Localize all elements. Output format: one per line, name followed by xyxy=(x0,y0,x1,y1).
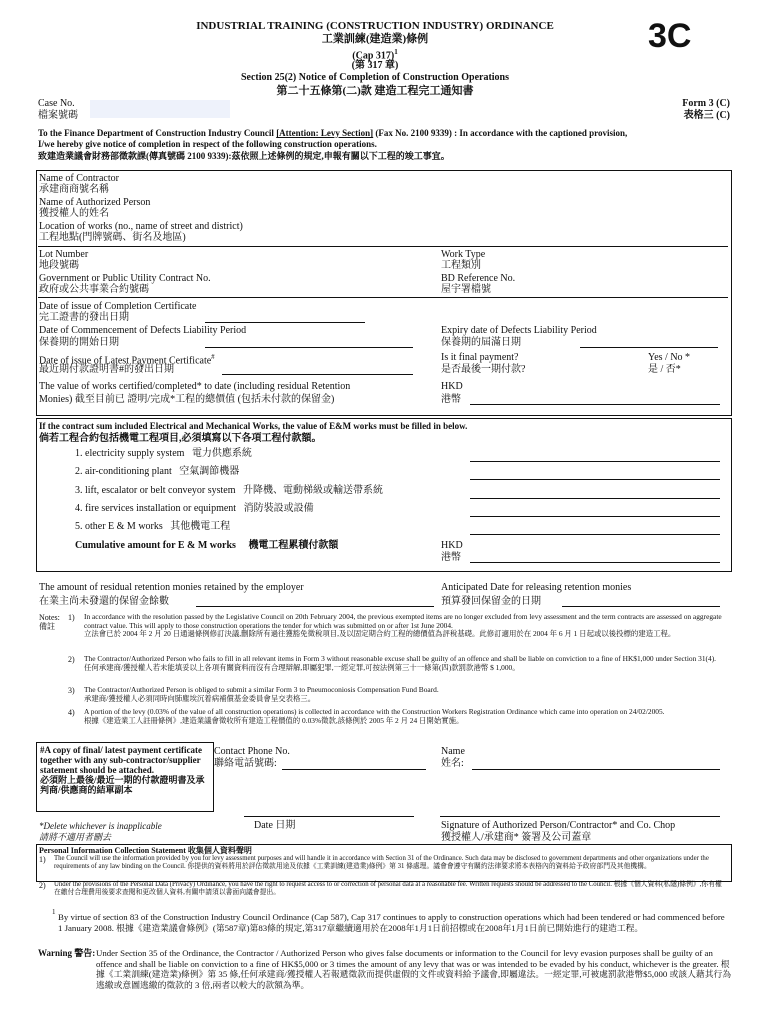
form-no: Form 3 (C) xyxy=(682,98,730,109)
gov-contract-label: Government or Public Utility Contract No. xyxy=(39,273,211,284)
work-type-label-zh: 工程類別 xyxy=(441,260,481,271)
em-item-4-input[interactable] xyxy=(470,516,720,517)
lot-label-zh: 地段號碼 xyxy=(39,260,79,271)
yes-no-option[interactable]: Yes / No * xyxy=(648,352,691,363)
case-no-label-zh: 檔案號碼 xyxy=(38,110,78,121)
signature-input[interactable] xyxy=(440,816,720,817)
completion-date-label-zh: 完工證書的發出日期 xyxy=(39,312,129,323)
pics-2: Under the provisions of the Personal Data (Privacy) Ordinance, you have the right to request access to or correction of personal data at a reasonable fee. Written requests should be addressed to the Council. 根據《個人資料(私隱)條例》,你有權在繳付合理費用後要求查閱和更改個人資料,有關申請須以書面向議會提出。 xyxy=(54,881,722,896)
works-value-label: The value of works certified/completed* to date (including residual Retention xyxy=(39,381,351,392)
dlp-end-input[interactable] xyxy=(580,347,718,348)
final-payment-label: Is it final payment? xyxy=(441,352,519,363)
note-4: A portion of the levy (0.03% of the value of all construction operations) is collected in accordance with the Construction Workers Registration Ordinance which came into operation on 24/02/2005. 根據《建造業工人註冊條例》,建造業議會徵收所有建造工程價值的 0.03%徵款,該條例於 2005 年 2 月 24 日開始實施。 xyxy=(84,707,665,725)
hkd-label: HKD xyxy=(441,381,463,392)
footnote-text: By virtue of section 83 of the Construction Industry Council Ordinance (Cap 587), Cap 317 continues to apply to construction operations which had been tendered or had commenced before 1 January 2008. 根據《建造業議會條例》(第587章)第83條的規定,第317章繼續適用於在2008年1月1日前招標或在2008年1月1日前已開始進行的建造工程。 xyxy=(58,912,725,933)
release-date-label: Anticipated Date for releasing retention monies xyxy=(441,582,632,593)
note-4-num: 4) xyxy=(68,708,75,717)
release-date-label-zh: 預算發回保留金的日期 xyxy=(441,596,541,607)
em-item-5-input[interactable] xyxy=(470,534,720,535)
name-input[interactable] xyxy=(472,769,720,770)
pics-1-num: 1) xyxy=(39,855,46,864)
signature-label: Signature of Authorized Person/Contractor* and Co. Chop xyxy=(441,820,676,831)
dlp-start-label-zh: 保養期的開始日期 xyxy=(39,337,119,348)
contractor-label-zh: 承建商商號名稱 xyxy=(39,184,109,195)
date-input[interactable] xyxy=(244,816,414,817)
footnote-sup: 1 xyxy=(52,908,56,916)
em-item-5: 5. other E & M works 其他機電工程 xyxy=(75,521,231,532)
retention-label: The amount of residual retention monies retained by the employer xyxy=(39,582,304,593)
name-label: Name xyxy=(441,746,465,757)
contractor-label: Name of Contractor xyxy=(39,173,119,184)
payment-cert-label-zh: 最近期付款證明書#的發出日期 xyxy=(39,364,174,375)
location-label: Location of works (no., name of street and district) xyxy=(39,221,243,232)
form-no-zh: 表格三 (C) xyxy=(683,110,730,121)
bd-ref-label: BD Reference No. xyxy=(441,273,516,284)
completion-date-input[interactable] xyxy=(205,322,365,323)
cap-zh: (第 317 章) xyxy=(351,60,399,71)
em-item-4: 4. fire services installation or equipment 消防裝設或設備 xyxy=(75,503,314,514)
final-payment-label-zh: 是否最後一期付款? xyxy=(441,364,526,375)
payment-cert-input[interactable] xyxy=(222,374,413,375)
contact-phone-label-zh: 聯絡電話號碼: xyxy=(214,758,277,769)
dlp-end-label: Expiry date of Defects Liability Period xyxy=(441,325,597,336)
contact-phone-label: Contact Phone No. xyxy=(214,746,290,757)
attachment-note: #A copy of final/ latest payment certificate together with any sub-contractor/supplier statement should be attached. 必須附上最後/最近一期的付款證明書及承判商/供應商的結單副本 xyxy=(40,745,205,795)
note-1-num: 1) xyxy=(68,613,75,622)
gov-contract-label-zh: 政府或公共事業合約號碼 xyxy=(39,284,149,295)
em-hkd-label: HKD xyxy=(441,540,463,551)
bd-ref-label-zh: 屋宇署檔號 xyxy=(441,284,491,295)
intro-line2: I/we hereby give notice of completion in respect of the following construction operations. xyxy=(38,139,377,149)
note-3: The Contractor/Authorized Person is obliged to submit a similar Form 3 to Pneumoconiosis Compensation Fund Board. 承建商/獲授權人必須同時向肺塵埃沉着病補償基金委員會呈交表格三。 xyxy=(84,685,439,703)
em-item-3-input[interactable] xyxy=(470,498,720,499)
em-hkd-label-zh: 港幣 xyxy=(441,552,461,563)
em-item-2: 2. air-conditioning plant 空氣調節機器 xyxy=(75,466,240,477)
note-2-num: 2) xyxy=(68,655,75,664)
pics-1: The Council will use the information provided by you for levy assessment purposes and will handle it in accordance with Section 31 of the Ordinance. Such data may be disclosed to government departments and other organizations under the requirements of any law binding on the Council. 你提供的資料將用於評估徵款用途及依據《工業訓練(建造業)條例》第 31 條處理。議會會遵守有關約法律要求將本表格內的資料給予政府部門及其他機構。 xyxy=(54,855,709,870)
completion-date-label: Date of issue of Completion Certificate xyxy=(39,301,197,312)
dlp-start-label: Date of Commencement of Defects Liability Period xyxy=(39,325,247,336)
name-label-zh: 姓名: xyxy=(441,758,464,769)
retention-input[interactable] xyxy=(196,606,434,607)
location-label-zh: 工程地點(門牌號碼、街名及地區) xyxy=(39,232,186,243)
warning-label: Warning 警告: xyxy=(38,948,96,958)
em-item-2-input[interactable] xyxy=(470,479,720,480)
note-2: The Contractor/Authorized Person who fails to fill in all relevant items in Form 3 without reasonable excuse shall be guilty of an offence and shall be liable on conviction to a fine of HK$1,000 under Section 31(4). 任何承建商/獲授權人若未能填妥以上各項有關資料而沒有合理辯解,即屬犯罪,一經定罪,可按法例第三十一條第(四)款罰款港幣 $ 1,000。 xyxy=(84,654,717,672)
authorized-label-zh: 獲授權人的姓名 xyxy=(39,208,109,219)
delete-note: *Delete whichever is inapplicable xyxy=(39,821,162,831)
em-item-1-input[interactable] xyxy=(470,461,720,462)
title-en: INDUSTRIAL TRAINING (CONSTRUCTION INDUSTRY) ORDINANCE xyxy=(196,20,554,32)
pics-heading: Personal Information Collection Statement 收集個人資料聲明 xyxy=(39,846,252,855)
note-3-num: 3) xyxy=(68,686,75,695)
payment-cert-label: Date of issue of Latest Payment Certificate# xyxy=(39,353,215,367)
intro-line1: To the Finance Department of Construction Industry Council [Attention: Levy Section] (Fax No. 2100 9339) : In accordance with the captioned provision, xyxy=(38,128,628,138)
yes-no-option-zh[interactable]: 是 / 否* xyxy=(648,364,681,375)
pics-2-num: 2) xyxy=(39,881,46,890)
title-zh: 工業訓練(建造業)條例 xyxy=(321,33,429,45)
case-no-label: Case No. xyxy=(38,98,75,109)
form-code: 3C xyxy=(648,17,692,55)
lot-label: Lot Number xyxy=(39,249,89,260)
warning-text: Under Section 35 of the Ordinance, the Contractor / Authorized Person who gives false documents or information to the Council for levy evasion purposes shall be guilty of an offence and shall be liable on conviction to a fine of HK$5,000 or 3 times the amount of any levy that was or was intended to be evaded by his conduct, whichever is the greater. 根據《工業訓練(建造業)條例》第 35 條,任何承建商/獲授權人若報遞徵款而提供虛假的文件或資料給予議會,即屬違法。一經定罪,可被處罰款港幣$5,000 或該人藉其行為逃繳或意圖逃繳的徵款的 3 倍,兩者以較大的款額為準。 xyxy=(96,948,732,990)
note-1: In accordance with the resolution passed by the Legislative Council on 20th February 2004, the previous exempted items are no longer excluded from levy assessment and the term contracts are assessed on aggregate contract value. This will apply to those construction operations the tender for which was submitted on or after 1st June 2004. 立法會已於 2004 年 2 月 20 日通過條例修訂決議,刪除所有過往獲豁免徵稅項目,及以固定期合約工程的總價值為評稅基礎。此修訂適用於在 2004 年 6 月 1 日起或以後投標的建造工程。 xyxy=(84,612,722,639)
em-item-3: 3. lift, escalator or belt conveyor system 升降機、電動梯級或輸送帶系統 xyxy=(75,485,384,496)
section-en: Section 25(2) Notice of Completion of Construction Operations xyxy=(240,72,510,83)
dlp-start-input[interactable] xyxy=(205,347,413,348)
notes-label: Notes: xyxy=(39,613,60,622)
release-date-input[interactable] xyxy=(562,606,720,607)
em-heading: If the contract sum included Electrical and Mechanical Works, the value of E&M works must be filled in below. xyxy=(39,421,468,431)
date-label: Date 日期 xyxy=(254,820,296,831)
retention-label-zh: 在業主尚未發還的保留金餘數 xyxy=(39,596,169,607)
delete-note-zh: 請將不適用者刪去 xyxy=(39,832,112,842)
contact-phone-input[interactable] xyxy=(282,769,426,770)
section-zh: 第二十五條第(二)款 建造工程完工通知書 xyxy=(276,85,474,97)
works-value-input[interactable] xyxy=(470,404,720,405)
em-item-1: 1. electricity supply system 電力供應系統 xyxy=(75,448,252,459)
signature-label-zh: 獲授權人/承建商* 簽署及公司蓋章 xyxy=(441,832,592,843)
dlp-end-label-zh: 保養期的屆滿日期 xyxy=(441,337,521,348)
intro-zh: 致建造業議會財務部徵款課(傳真號碼 2100 9339):茲依照上述條例的規定,申報有關以下工程的竣工事宜。 xyxy=(38,151,450,161)
cap-en: (Cap 317)$^1$ xyxy=(352,48,398,62)
case-no-input[interactable] xyxy=(90,100,230,118)
authorized-label: Name of Authorized Person xyxy=(39,197,151,208)
em-cumulative-label: Cumulative amount for E & M works 機電工程累積付款額 xyxy=(75,540,339,551)
notes-label-zh: 備註 xyxy=(39,622,55,631)
hkd-label-zh: 港幣 xyxy=(441,394,461,405)
em-cumulative-input[interactable] xyxy=(470,562,720,563)
works-value-label-zh: Monies) 截至目前已 證明/完成*工程的總價值 (包括未付款的保留金) xyxy=(39,394,335,405)
work-type-label: Work Type xyxy=(441,249,486,260)
em-heading-zh: 倘若工程合約包括機電工程項目,必須填寫以下各項工程付款額。 xyxy=(39,433,322,444)
